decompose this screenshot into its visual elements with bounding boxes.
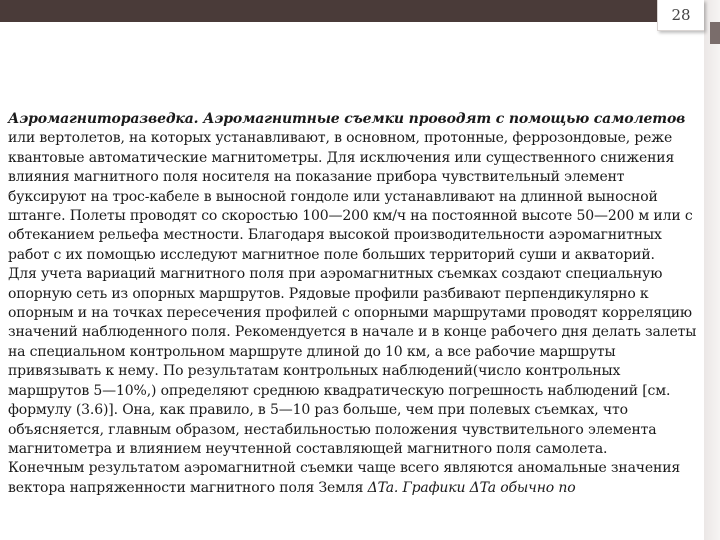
- right-edge-accent: [710, 22, 720, 44]
- paragraph-3: [8, 459, 698, 498]
- page-number-box: [657, 0, 704, 31]
- paragraph-3-text: Конечным результатом аэромагнитной съемки чаще всего являются аномальные значения вектора напряженности магнитного поля Земля: [8, 460, 681, 496]
- page-number: 28: [671, 6, 691, 24]
- right-edge-strip: [704, 0, 720, 540]
- paragraph-1-text: или вертолетов, на которых устанавливают, в основном, протонные, феррозондовые, реже квантовые автоматические магнитометры. Для исключения или существенного снижения влияния магнитного поля носителя на показание прибора чувствительный элемент буксируют на трос-кабеле в выносной гондоле или устанавливают на длинной выносной штанге. Полеты проводят со скоростью 100—200 км/ч на постоянной высоте 50—200 м или с обтеканием рельефа местности. Благодаря высокой производительности аэромагнитных работ с их помощью исследуют магнитное поле больших территорий суши и акваторий.: [8, 130, 693, 263]
- header-bar: [0, 0, 704, 22]
- paragraph-1: [8, 110, 698, 265]
- slide-heading: Аэромагниторазведка. Аэромагнитные съемки проводят с помощью самолетов: [8, 111, 686, 127]
- paragraph-2: Для учета вариаций магнитного поля при аэромагнитных съемках создают специальную опорную сеть из опорных маршрутов. Рядовые профили разбивают перпендикулярно к опорным и на точках пересечения профилей с опорными маршрутами проводят корреляцию значений наблюденного поля. Рекомендуется в начале и в конце рабочего дня делать залеты на специальном контрольном маршруте длиной до 10 км, а все рабочие маршруты привязывать к нему. По результатам контрольных наблюдений(число контрольных маршрутов 5—10%,) определяют среднюю квадратическую погрешность наблюдений [см. формулу (3.6)]. Она, как правило, в 5—10 раз больше, чем при полевых съемках, что объясняется, главным образом, нестабильностью положения чувствительного элемента магнитометра и влиянием неучтенной составляющей магнитного поля самолета.: [8, 266, 697, 457]
- slide-body: [8, 110, 698, 498]
- paragraph-3-formula: ΔTa. Графики ΔTa обычно по: [367, 479, 576, 496]
